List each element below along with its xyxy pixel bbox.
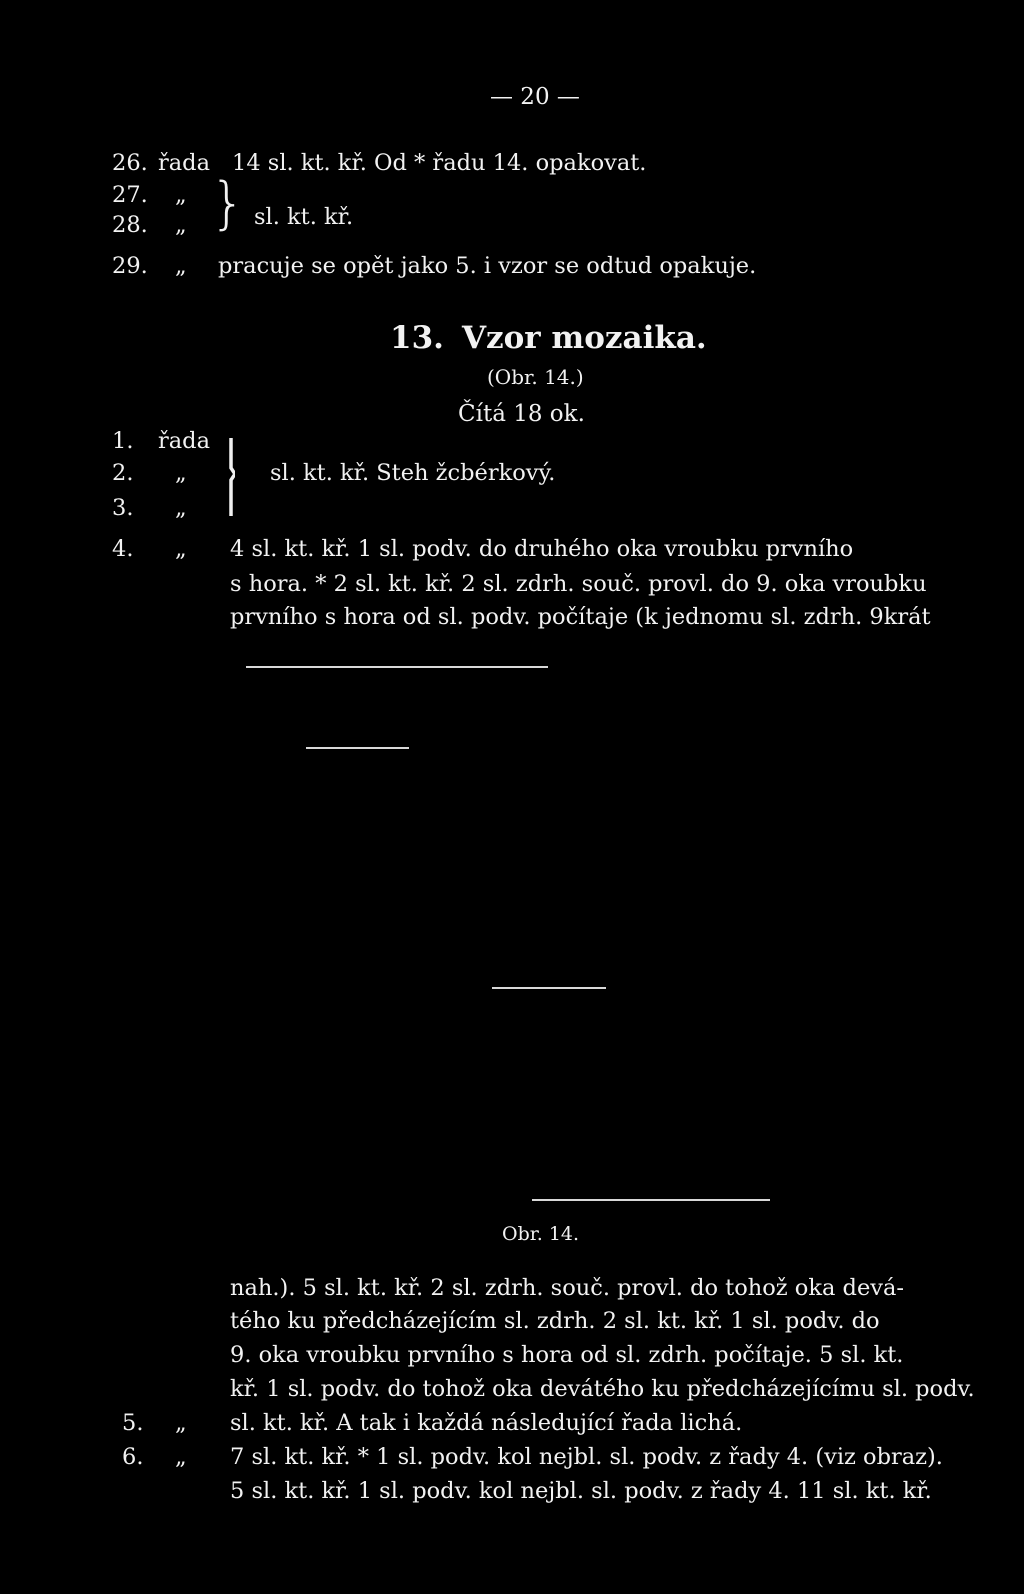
row-number: 6. <box>122 1444 144 1470</box>
row-label: řada <box>158 428 210 454</box>
row-label: „ <box>175 253 187 279</box>
row-number: 1. <box>112 428 134 454</box>
curly-brace-icon: } <box>210 171 246 236</box>
paragraph-line: nah.). 5 sl. kt. kř. 2 sl. zdrh. souč. provl. do tohož oka devá- <box>230 1275 905 1301</box>
row-label: řada <box>158 150 210 176</box>
section-title: Vzor mozaika. <box>461 320 707 356</box>
figure-edge <box>306 747 409 749</box>
stitch-count: Čítá 18 ok. <box>458 401 585 427</box>
paragraph-line: 9. oka vroubku prvního s hora od sl. zdrh. počítaje. 5 sl. kt. <box>230 1342 904 1368</box>
figure-caption: Obr. 14. <box>502 1223 580 1245</box>
row-label: „ <box>175 182 187 208</box>
row-label: „ <box>175 536 187 562</box>
row-text: sl. kt. kř. Steh žcbérkový. <box>270 460 556 486</box>
paragraph-line: prvního s hora od sl. podv. počítaje (k jednomu sl. zdrh. 9krát <box>230 604 931 630</box>
page-number: — 20 — <box>490 84 580 110</box>
figure-edge <box>492 987 606 989</box>
paragraph-line: kř. 1 sl. podv. do tohož oka devátého ku předcházejícímu sl. podv. <box>230 1376 975 1402</box>
bracket-icon <box>226 438 235 516</box>
section-heading <box>390 320 707 356</box>
figure-edge <box>532 1199 770 1201</box>
row-number: 29. <box>112 253 148 279</box>
figure-edge <box>246 666 548 668</box>
section-number: 13. <box>390 320 444 356</box>
section-subtitle: (Obr. 14.) <box>487 365 584 389</box>
row-number: 27. <box>112 182 148 208</box>
paragraph-line: s hora. * 2 sl. kt. kř. 2 sl. zdrh. souč. provl. do 9. oka vroubku <box>230 571 927 597</box>
row-number: 26. <box>112 150 148 176</box>
row-number: 28. <box>112 212 148 238</box>
row-text: sl. kt. kř. A tak i každá následující řada lichá. <box>230 1410 743 1436</box>
row-number: 5. <box>122 1410 144 1436</box>
paragraph-line: 5 sl. kt. kř. 1 sl. podv. kol nejbl. sl. podv. z řady 4. 11 sl. kt. kř. <box>230 1478 932 1504</box>
row-text: sl. kt. kř. <box>254 204 354 230</box>
row-label: „ <box>175 212 187 238</box>
row-number: 4. <box>112 536 134 562</box>
row-text: pracuje se opět jako 5. i vzor se odtud opakuje. <box>218 253 757 279</box>
row-label: „ <box>175 1410 187 1436</box>
row-number: 3. <box>112 495 134 521</box>
paragraph-line: tého ku předcházejícím sl. zdrh. 2 sl. kt. kř. 1 sl. podv. do <box>230 1308 880 1334</box>
row-number: 2. <box>112 460 134 486</box>
row-label: „ <box>175 460 187 486</box>
row-label: „ <box>175 495 187 521</box>
row-text: 4 sl. kt. kř. 1 sl. podv. do druhého oka vroubku prvního <box>230 536 854 562</box>
row-label: „ <box>175 1444 187 1470</box>
row-text: 14 sl. kt. kř. Od * řadu 14. opakovat. <box>232 150 647 176</box>
row-text: 7 sl. kt. kř. * 1 sl. podv. kol nejbl. sl. podv. z řady 4. (viz obraz). <box>230 1444 943 1470</box>
